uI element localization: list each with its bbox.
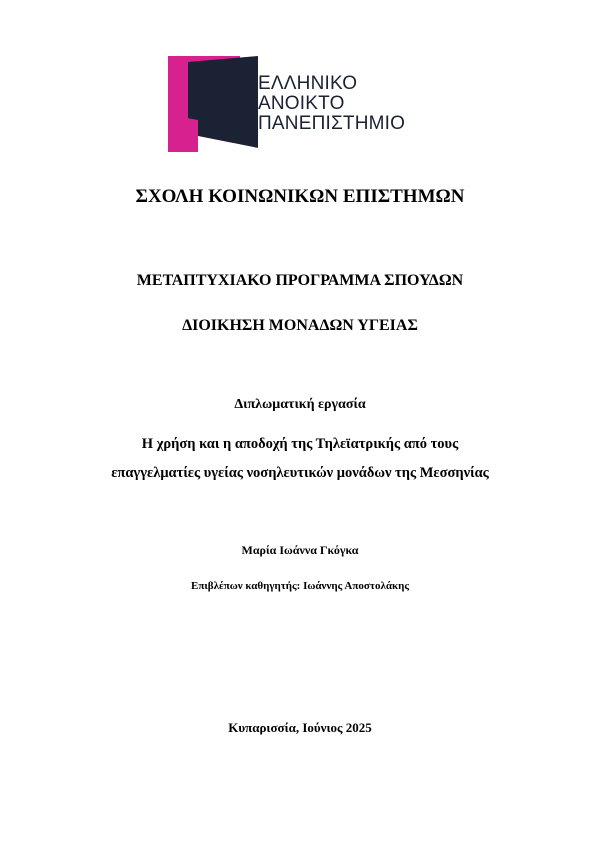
author-name: Μαρία Ιωάννα Γκόγκα (241, 543, 359, 557)
logo-line-2: ΑΝΟΙΚΤΟ (258, 93, 345, 114)
logo-emblem-icon (168, 56, 258, 154)
thesis-title-line-1: Η χρήση και η αποδοχή της Τηλεϊατρικής από τους (141, 436, 459, 452)
program-heading: ΜΕΤΑΠΤΥΧΙΑΚΟ ΠΡΟΓΡΑΜΜΑ ΣΠΟΥΔΩΝ (136, 272, 464, 289)
supervisor-line: Επιβλέπων καθηγητής: Ιωάννης Αποστολάκης (191, 580, 409, 592)
thesis-title-line-2: επαγγελματίες υγείας νοσηλευτικών μονάδων της Μεσσηνίας (111, 465, 489, 481)
place-date: Κυπαρισσία, Ιούνιος 2025 (228, 720, 372, 735)
logo-line-1: ΕΛΛΗΝΙΚΟ (258, 73, 358, 94)
track-heading: ΔΙΟΙΚΗΣΗ ΜΟΝΑΔΩΝ ΥΓΕΙΑΣ (182, 317, 418, 334)
logo-wordmark (258, 74, 405, 134)
logo-line-3: ΠΑΝΕΠΙΣΤΗΜΙΟ (258, 113, 406, 134)
document-type: Διπλωματική εργασία (234, 397, 366, 412)
school-heading: ΣΧΟΛΗ ΚΟΙΝΩΝΙΚΩΝ ΕΠΙΣΤΗΜΩΝ (135, 186, 465, 207)
university-logo (168, 56, 428, 154)
